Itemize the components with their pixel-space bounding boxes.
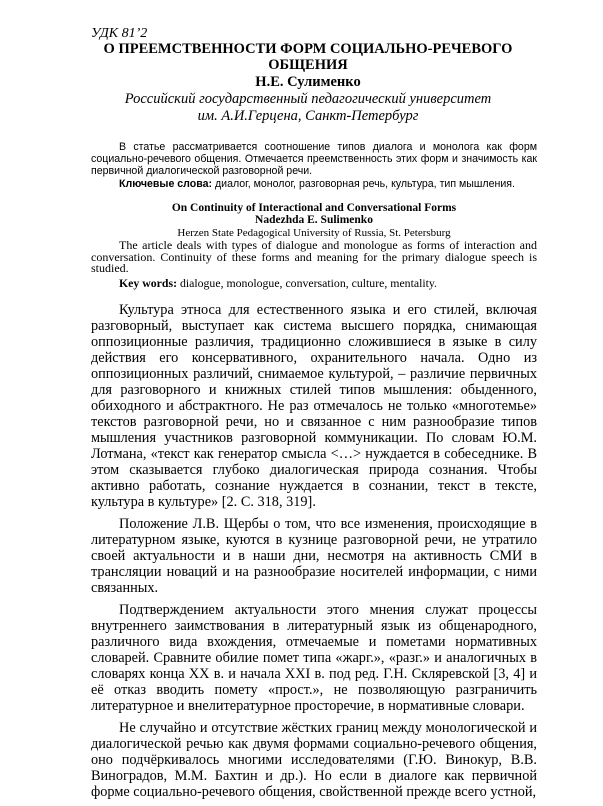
en-title: On Continuity of Interactional and Conversational Forms [171, 202, 457, 214]
keywords-en-list: dialogue, monologue, conversation, culture, mentality. [177, 276, 438, 290]
abstract-en: The article deals with types of dialogue and monologue as forms of interaction and conversation. Continuity of these forms and meaning for the primary dialogue speech is studied. [91, 238, 537, 275]
body-paragraph-4: Не случайно и отсутствие жёстких границ между монологической и диалогической речью как двумя формами социально-речевого общения, оно подчёркивалось многими исследователями (Г.Ю. Винокур, В.В. Виноградов, М.М. Бахтин и др.). Но если в диалоге как первичной форме социально-речевого общения, свойственной прежде всего устной, [91, 720, 537, 800]
affiliation-line-2: им. А.И.Герцена, Санкт-Петербург [197, 108, 419, 124]
keywords-ru-label: Ключевые слова: [119, 178, 213, 190]
keywords-en-label: Key words: [119, 276, 177, 290]
author-name: Н.Е. Сулименко [255, 74, 361, 90]
article-title [80, 41, 536, 73]
affiliation-line-1: Российский государственный педагогический университет [124, 91, 492, 107]
keywords-ru-list: диалог, монолог, разговорная речь, культура, тип мышления. [212, 178, 515, 190]
title-line-2: ОБЩЕНИЯ [268, 57, 348, 73]
body-paragraph-1: Культура этноса для естественного языка и его стилей, включая разговорный, выступает как система высшего порядка, снимающая оппозиционные различия, традиционно сложившиеся в языке в силу действия его консервативного, охранительного начала. Одно из оппозиционных различий, снимаемое культурой, – различие первичных для разговорного и книжных стилей типов мышления: обыденного, обиходного и абстрактного. Не раз отмечалось не только «многотемье» текстов разговорной речи, но и связанное с ним разнообразие типов мышления участников разговорной коммуникации. По словам Ю.М. Лотмана, «текст как генератор смысла <…> нуждается в собеседнике. В этом сказывается глубоко диалогическая природа сознания. Чтобы активно работать, сознание нуждается в сознании, текст в тексте, культура в культуре» [2. С. 318, 319]. [91, 302, 537, 510]
en-author: Nadezhda E. Sulimenko [255, 214, 373, 226]
keywords-ru [91, 178, 537, 190]
title-line-1: О ПРЕЕМСТВЕННОСТИ ФОРМ СОЦИАЛЬНО-РЕЧЕВОГО [103, 41, 513, 57]
author-affiliation [80, 91, 536, 125]
abstract-ru: В статье рассматривается соотношение типов диалога и монолога как форм социально-речевого общения. Отмечается преемственность этих форм и значимость как первичной диалогической разговорной речи. [91, 141, 537, 178]
article-body [91, 302, 537, 806]
abstract-en-heading [91, 202, 537, 226]
body-paragraph-2: Положение Л.В. Щербы о том, что все изменения, происходящие в литературном языке, куются в кузнице разговорной речи, не утратило своей актуальности и в наши дни, несмотря на активность СМИ в трансляции новаций и на разнообразие носителей информации, с ними связанных. [91, 516, 537, 596]
udk-code: УДК 81’2 [91, 26, 148, 41]
en-affiliation: Herzen State Pedagogical University of Russia, St. Petersburg [177, 227, 451, 239]
body-paragraph-3: Подтверждением актуальности этого мнения служат процессы внутреннего заимствования в литературный язык из общенародного, различного вида вхождения, отмечаемые и пометами нормативных словарей. Сравните обилие помет типа «жарг.», «разг.» и аналогичных в словарях конца XX в. и начала XXI в. под ред. Г.Н. Скляревской [3, 4] и её отказ вводить помету «прост.», не позволяющую разграничить литературное и внелитературное просторечие, в нормативные словари. [91, 602, 537, 714]
keywords-en [91, 276, 537, 291]
